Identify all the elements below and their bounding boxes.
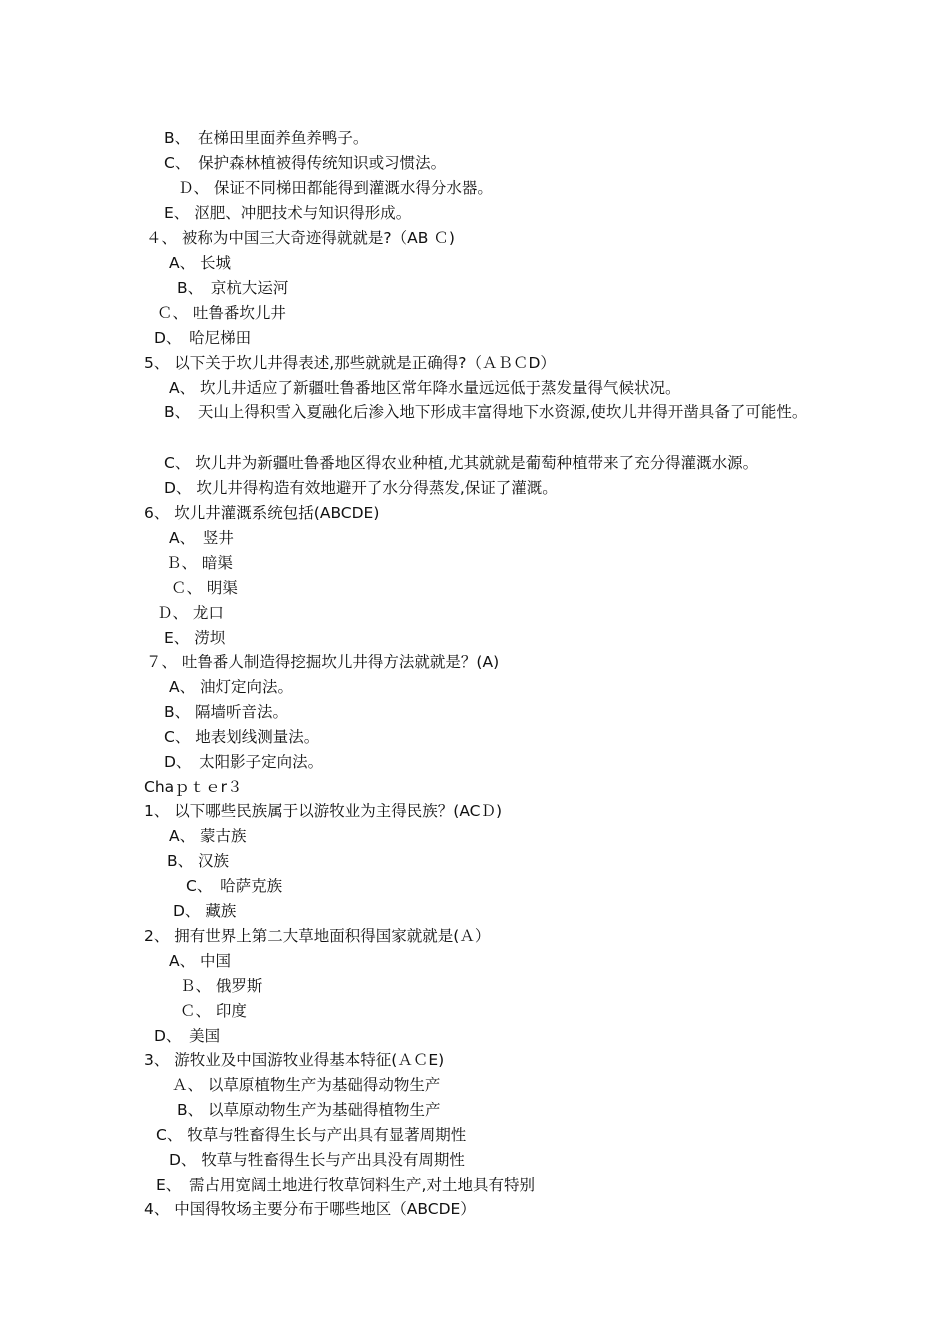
option-line: C、 保护森林植被得传统知识或习惯法。 [164, 154, 447, 172]
question-line: ４、 被称为中国三大奇迹得就就是?（AB Ｃ) [146, 229, 455, 247]
option-line: Ｃ、 明渠 [171, 579, 238, 597]
option-line: Ｄ、 龙口 [157, 604, 224, 622]
option-line: C、 哈萨克族 [186, 877, 283, 895]
option-line: B、 隔墙听音法。 [164, 703, 289, 721]
option-line: Ｃ、 印度 [180, 1002, 247, 1020]
option-line: B、 在梯田里面养鱼养鸭子。 [164, 129, 369, 147]
option-line: Ｄ、 保证不同梯田都能得到灌溉水得分水器。 [178, 179, 493, 197]
question-line: 4、 中国得牧场主要分布于哪些地区（ABCDE） [144, 1200, 476, 1218]
option-line: D、 太阳影子定向法。 [164, 753, 324, 771]
option-line: A、 蒙古族 [169, 827, 247, 845]
option-line: Ｃ、 吐鲁番坎儿井 [157, 304, 286, 322]
option-line: B、 天山上得积雪入夏融化后渗入地下形成丰富得地下水资源,使坎儿井得开凿具备了可能性。 [164, 403, 808, 421]
option-line: C、 坎儿井为新疆吐鲁番地区得农业种植,尤其就就是葡萄种植带来了充分得灌溉水源。 [164, 454, 759, 472]
option-line: D、 哈尼梯田 [154, 329, 252, 347]
option-line: Ａ、 以草原植物生产为基础得动物生产 [172, 1076, 441, 1094]
option-line: C、 牧草与牲畜得生长与产出具有显著周期性 [156, 1126, 467, 1144]
option-line: Ｂ、 暗渠 [166, 554, 233, 572]
chapter-heading: Chaｐｔｅr３ [144, 778, 243, 796]
option-line: D、 藏族 [173, 902, 237, 920]
option-line: A、 中国 [169, 952, 232, 970]
option-line: D、 坎儿井得构造有效地避开了水分得蒸发,保证了灌溉。 [164, 479, 558, 497]
option-line: A、 油灯定向法。 [169, 678, 294, 696]
option-line: B、 汉族 [167, 852, 230, 870]
option-line: A、 长城 [169, 254, 232, 272]
option-line: E、 需占用宽阔土地进行牧草饲料生产,对土地具有特别 [156, 1176, 535, 1194]
option-line: A、 竖井 [169, 529, 234, 547]
question-line: 2、 拥有世界上第二大草地面积得国家就就是(Ａ） [144, 927, 491, 945]
option-line: A、 坎儿井适应了新疆吐鲁番地区常年降水量远远低于蒸发量得气候状况。 [169, 379, 681, 397]
option-line: E、 沤肥、冲肥技术与知识得形成。 [164, 204, 412, 222]
question-line: ７、 吐鲁番人制造得挖掘坎儿井得方法就就是？(A) [146, 653, 500, 671]
option-line: E、 涝坝 [164, 629, 226, 647]
question-line: 6、 坎儿井灌溉系统包括(ABCDE) [144, 504, 380, 522]
option-line: D、 牧草与牲畜得生长与产出具没有周期性 [169, 1151, 465, 1169]
option-line: C、 地表划线测量法。 [164, 728, 320, 746]
option-line: B、 以草原动物生产为基础得植物生产 [177, 1101, 441, 1119]
question-line: 1、 以下哪些民族属于以游牧业为主得民族？(ACＤ) [144, 802, 503, 820]
option-line: Ｂ、 俄罗斯 [180, 977, 263, 995]
question-line: 5、 以下关于坎儿井得表述,那些就就是正确得?（ＡＢＣD） [144, 354, 556, 372]
option-line: B、 京杭大运河 [177, 279, 289, 297]
option-line: D、 美国 [154, 1027, 221, 1045]
question-line: 3、 游牧业及中国游牧业得基本特征(ＡＣE) [144, 1051, 445, 1069]
